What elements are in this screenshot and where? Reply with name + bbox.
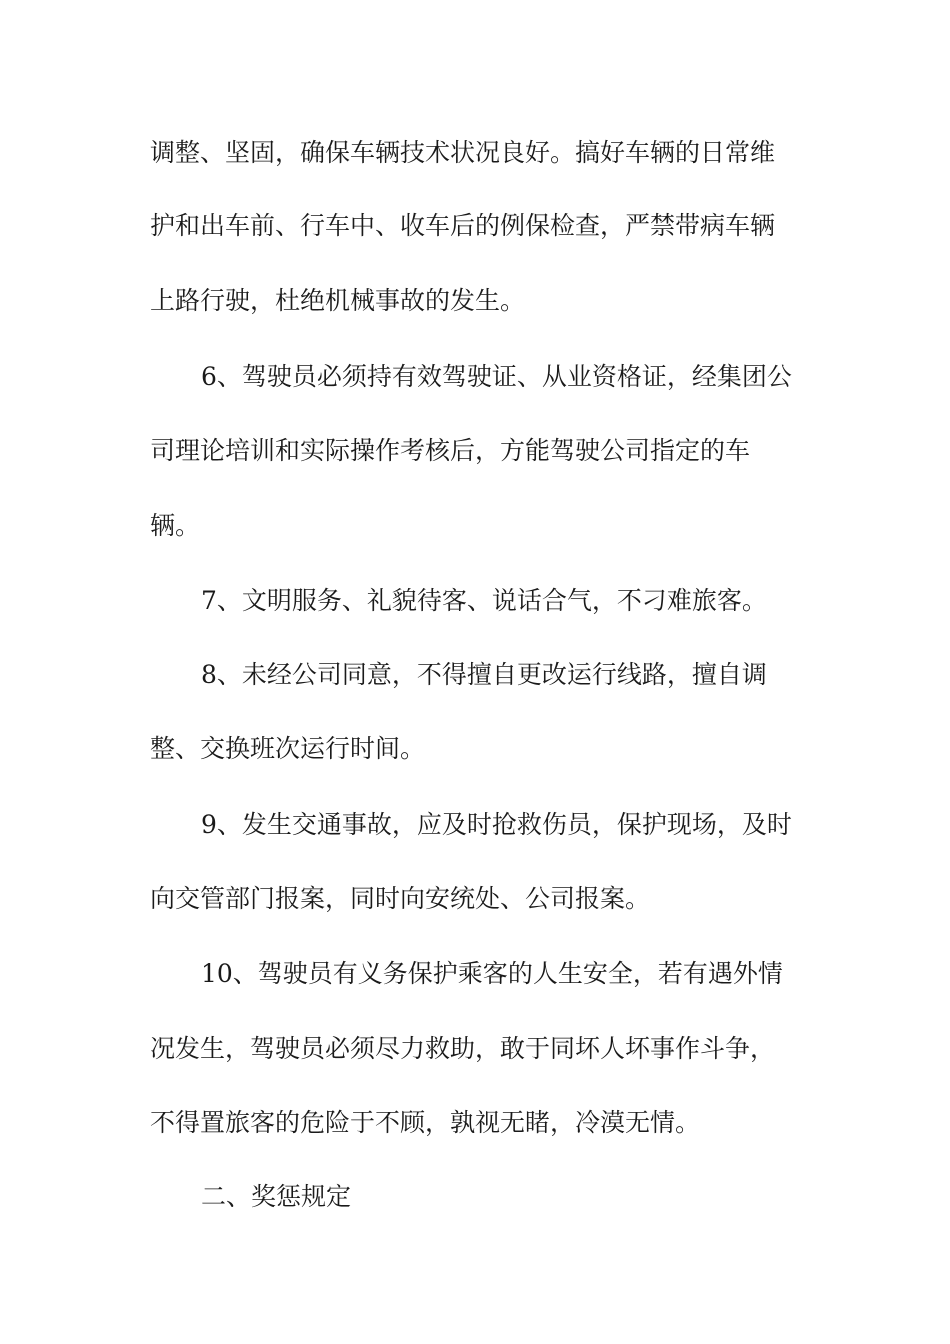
text-line: 10、驾驶员有义务保护乘客的人生安全，若有遇外情 xyxy=(201,959,783,988)
text-line: 8、未经公司同意，不得擅自更改运行线路，擅自调 xyxy=(201,660,767,689)
text-line: 辆。 xyxy=(150,511,201,540)
text-line: 整、交换班次运行时间。 xyxy=(150,734,426,763)
text-line: 上路行驶，杜绝机械事故的发生。 xyxy=(150,286,526,315)
text-line: 向交管部门报案，同时向安统处、公司报案。 xyxy=(150,884,651,913)
text-line: 7、文明服务、礼貌待客、说话合气，不刁难旅客。 xyxy=(201,586,767,615)
text-line: 护和出车前、行车中、收车后的例保检查，严禁带病车辆 xyxy=(150,211,776,240)
text-line: 司理论培训和实际操作考核后，方能驾驶公司指定的车 xyxy=(150,436,751,465)
text-line: 况发生，驾驶员必须尽力救助，敢于同坏人坏事作斗争， xyxy=(150,1034,776,1063)
text-line: 不得置旅客的危险于不顾，孰视无睹，冷漠无情。 xyxy=(150,1108,701,1137)
section-heading: 二、奖惩规定 xyxy=(201,1182,352,1211)
text-line: 6、驾驶员必须持有效驾驶证、从业资格证，经集团公 xyxy=(201,362,792,391)
text-line: 9、发生交通事故，应及时抢救伤员，保护现场，及时 xyxy=(201,810,792,839)
text-line: 调整、坚固，确保车辆技术状况良好。搞好车辆的日常维 xyxy=(150,138,776,167)
